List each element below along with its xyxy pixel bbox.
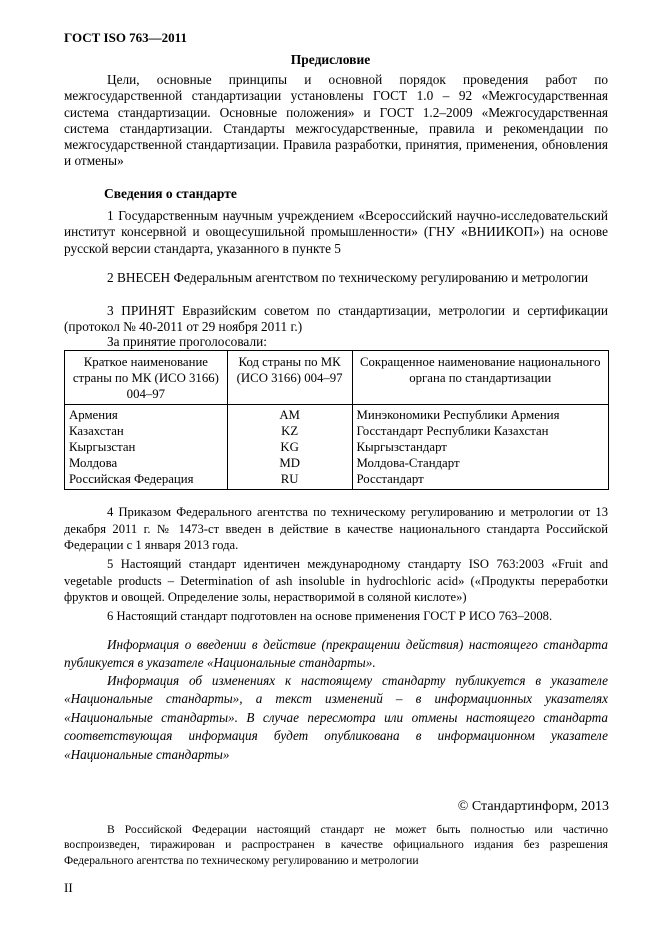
vote-table <box>64 350 609 490</box>
code-cell: MD <box>227 455 352 471</box>
table-row <box>65 471 609 490</box>
body-cell: Молдова-Стандарт <box>352 455 609 471</box>
item-6: 6 Настоящий стандарт подготовлен на основе применения ГОСТ Р ИСО 763–2008. <box>107 609 553 623</box>
info-item-3: 3 ПРИНЯТ Евразийским советом по стандартизации, метрологии и сертификации (протокол № 40-2011 от 29 ноября 2011 г.) <box>64 303 608 335</box>
notice-changes: Информация об изменениях к настоящему стандарту публикуется в указателе «Национальные стандарты», а текст изменений – в информационных указателях «Национальные стандарты». В случае пересмотра или отмены настоящего стандарта соответствующая информация будет опубликована в информационном указателе «Национальные стандарты» <box>64 673 608 762</box>
code-cell: KG <box>227 439 352 455</box>
table-row <box>65 455 609 471</box>
code-cell: RU <box>227 471 352 490</box>
country-cell: Российская Федерация <box>65 471 228 490</box>
foreword-title: Предисловие <box>290 52 371 67</box>
table-row <box>65 439 609 455</box>
info-item-1: 1 Государственным научным учреждением «Всероссийский научно-исследовательский институт консервной и овощесушильной промышленности» (ГНУ «ВНИИКОП») на основе русской версии стандарта, указанного в пункте 5 <box>64 208 608 256</box>
body-cell: Госстандарт Республики Казахстан <box>352 423 609 439</box>
item-4: 4 Приказом Федерального агентства по техническому регулированию и метрологии от 13 декабря 2011 г. № 1473-ст введен в действие в качестве национального стандарта Российской Федерации с 1 января 2013 года. <box>64 505 608 553</box>
reproduction-notice: В Российской Федерации настоящий стандарт не может быть полностью или частично воспроизведен, тиражирован и распространен в качестве официального издания без разрешения Федерального агентства по техническому регулированию и метрологии <box>64 823 608 867</box>
country-cell: Кыргызстан <box>65 439 228 455</box>
foreword-paragraph: Цели, основные принципы и основной порядок проведения работ по межгосударственной стандартизации установлены ГОСТ 1.0 – 92 «Межгосударственная система стандартизации. Основные положения» и ГОСТ 1.2–2009 «Межгосударственная система стандартизации. Стандарты межгосударственные, правила и рекомендации по межгосударственной стандартизации. Правила разработки, принятия, применения, обновления и отмены» <box>64 72 608 169</box>
table-header-code: Код страны по МК (ИСО 3166) 004–97 <box>227 351 352 405</box>
country-cell: Молдова <box>65 455 228 471</box>
item-5: 5 Настоящий стандарт идентичен международному стандарту ISO 763:2003 «Fruit and vegetable products – Determination of ash insoluble in hydrochloric acid» («Продукты переработки фруктов и овощей. Определение золы, нерастворимой в соляной кислоте») <box>64 557 608 605</box>
country-cell: Казахстан <box>65 423 228 439</box>
code-cell: AM <box>227 405 352 424</box>
copyright: © Стандартинформ, 2013 <box>457 799 609 814</box>
standard-info-title: Сведения о стандарте <box>104 186 237 201</box>
body-cell: Росстандарт <box>352 471 609 490</box>
country-cell: Армения <box>65 405 228 424</box>
table-row <box>65 423 609 439</box>
document-code-header: ГОСТ ISO 763—2011 <box>64 30 187 45</box>
table-header-country: Краткое наименование страны по МК (ИСО 3166) 004–97 <box>65 351 228 405</box>
vote-label: За принятие проголосовали: <box>107 334 267 349</box>
table-header-body: Сокращенное наименование национального органа по стандартизации <box>352 351 609 405</box>
body-cell: Минэкономики Республики Армения <box>352 405 609 424</box>
code-cell: KZ <box>227 423 352 439</box>
page-number: II <box>64 880 73 895</box>
table-row <box>65 405 609 424</box>
notice-introduction: Информация о введении в действие (прекращении действия) настоящего стандарта публикуется в указателе «Национальные стандарты». <box>64 637 608 671</box>
info-item-2: 2 ВНЕСЕН Федеральным агентством по техническому регулированию и метрологии <box>107 270 589 285</box>
body-cell: Кыргызстандарт <box>352 439 609 455</box>
